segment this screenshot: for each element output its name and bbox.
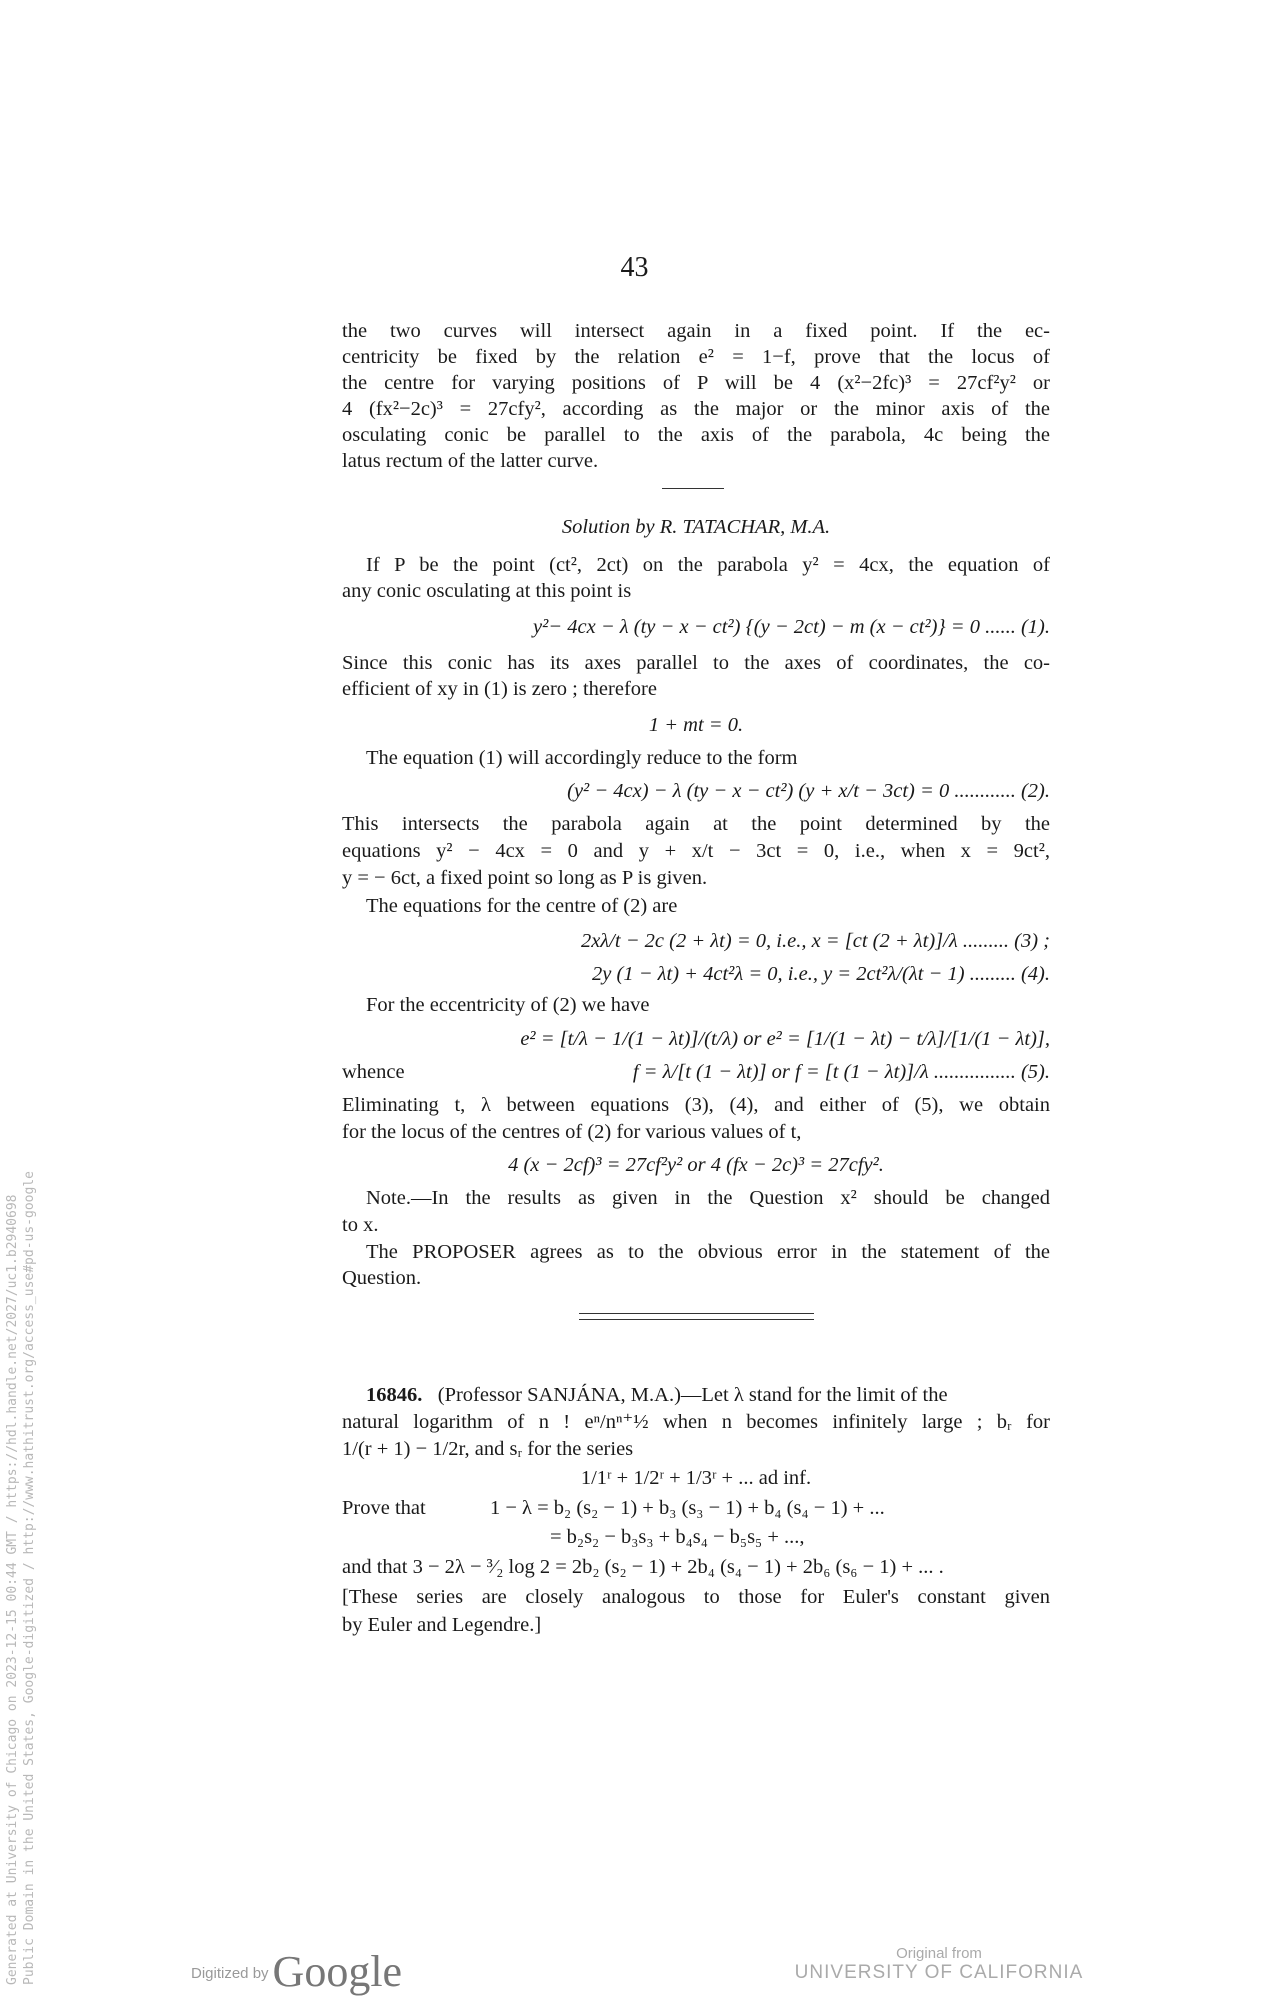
proposer-line: The PROPOSER agrees as to the obvious error in the statement of the xyxy=(366,1241,1050,1263)
double-rule-top xyxy=(579,1313,814,1314)
solution-line: for the locus of the centres of (2) for various values of t, xyxy=(342,1121,802,1143)
university-label: UNIVERSITY OF CALIFORNIA xyxy=(794,1962,1084,1983)
solution-line: equations y² − 4cx = 0 and y + x/t − 3ct = 0, i.e., when x = 9ct², xyxy=(342,840,1050,862)
question-equation-3: = b₂s₂ − b₃s₃ + b₄s₄ − b₅s₅ + ..., xyxy=(550,1526,805,1548)
question-text-line: latus rectum of the latter curve. xyxy=(342,450,599,472)
question-line: [These series are closely analogous to those for Euler's constant given xyxy=(342,1586,1050,1608)
solution-line: Eliminating t, λ between equations (3), (4), and either of (5), we obtain xyxy=(342,1094,1050,1116)
equation-2: (y² − 4cx) − λ (ty − x − ct²) (y + x/t − 3ct) = 0 ............ (2). xyxy=(567,780,1050,802)
equation-6: 4 (x − 2cf)³ = 27cf²y² or 4 (fx − 2c)³ = 27cfy². xyxy=(508,1154,884,1176)
question-text-line: the centre for varying positions of P will be 4 (x²−2fc)³ = 27cf²y² or xyxy=(342,372,1050,394)
digitized-by-google xyxy=(191,1946,402,1997)
note-line: Note.—In the results as given in the Question x² should be changed xyxy=(366,1187,1050,1209)
equation-mt: 1 + mt = 0. xyxy=(648,714,744,736)
equation-5b: f = λ/[t (1 − λt)] or f = [t (1 − λt)]/λ ................ (5). xyxy=(632,1061,1050,1083)
solution-line: The equations for the centre of (2) are xyxy=(366,895,678,917)
original-from-label: Original from xyxy=(896,1945,982,1962)
watermark-line: Generated at University of Chicago on 2023-12-15 00:44 GMT / https://hdl.handle.net/2027/uc1.b2940698 xyxy=(5,1194,20,1985)
hathitrust-watermark xyxy=(4,1171,38,1985)
question-text-line: 4 (fx²−2c)³ = 27cfy², according as the major or the minor axis of the xyxy=(342,398,1050,420)
original-from xyxy=(789,1945,1089,1984)
solution-line: The equation (1) will accordingly reduce to the form xyxy=(366,747,798,769)
question-text-line: osculating conic be parallel to the axis of the parabola, 4c being the xyxy=(342,424,1050,446)
note-line: to x. xyxy=(342,1214,379,1236)
google-logo: Google xyxy=(272,1947,403,1996)
equation-1: y²− 4cx − λ (ty − x − ct²) {(y − 2ct) − m (x − ct²)} = 0 ...... (1). xyxy=(533,616,1050,638)
question-line: natural logarithm of n ! eⁿ/nⁿ⁺½ when n becomes infinitely large ; bᵣ for xyxy=(342,1411,1050,1433)
question-equation-2: 1 − λ = b₂ (s₂ − 1) + b₃ (s₃ − 1) + b₄ (s₄ − 1) + ... xyxy=(490,1497,885,1519)
question-number: 16846. xyxy=(366,1384,423,1406)
equation-3: 2xλ/t − 2c (2 + λt) = 0, i.e., x = [ct (2 + λt)]/λ ......... (3) ; xyxy=(580,930,1050,952)
digitized-label: Digitized by xyxy=(191,1965,269,1982)
solution-line: y = − 6ct, a fixed point so long as P is given. xyxy=(342,867,708,889)
series-equation: 1/1ʳ + 1/2ʳ + 1/3ʳ + ... ad inf. xyxy=(580,1467,812,1489)
question-text-line: the two curves will intersect again in a fixed point. If the ec- xyxy=(342,320,1050,342)
question-equation-4: and that 3 − 2λ − ³⁄₂ log 2 = 2b₂ (s₂ − 1) + 2b₄ (s₄ − 1) + 2b₆ (s₆ − 1) + ... . xyxy=(342,1556,944,1578)
solution-line: efficient of xy in (1) is zero ; therefore xyxy=(342,678,657,700)
solution-line: If P be the point (ct², 2ct) on the parabola y² = 4cx, the equation of xyxy=(366,554,1050,576)
equation-5a: e² = [t/λ − 1/(1 − λt)]/(t/λ) or e² = [1/(1 − λt) − t/λ]/[1/(1 − λt)], xyxy=(520,1028,1050,1050)
solution-line: any conic osculating at this point is xyxy=(342,580,632,602)
solution-heading: Solution by R. TATACHAR, M.A. xyxy=(561,516,831,538)
proposer-line: Question. xyxy=(342,1267,422,1289)
solution-line: For the eccentricity of (2) we have xyxy=(366,994,650,1016)
question-line: 1/(r + 1) − 1/2r, and sᵣ for the series xyxy=(342,1438,634,1460)
prove-label: Prove that xyxy=(342,1497,426,1519)
equation-4: 2y (1 − λt) + 4ct²λ = 0, i.e., y = 2ct²λ/(λt − 1) ......... (4). xyxy=(592,963,1050,985)
question-text: (Professor SANJÁNA, M.A.)—Let λ stand for the limit of the xyxy=(437,1384,948,1406)
double-rule-bottom xyxy=(579,1319,814,1320)
watermark-line: Public Domain in the United States, Google-digitized / http://www.hathitrust.org/access_use#pd-us-google xyxy=(22,1171,37,1985)
solution-line: This intersects the parabola again at the point determined by the xyxy=(342,813,1050,835)
question-line: by Euler and Legendre.] xyxy=(342,1614,542,1636)
solution-line: Since this conic has its axes parallel to the axes of coordinates, the co- xyxy=(342,652,1050,674)
question-text-line: centricity be fixed by the relation e² = 1−f, prove that the locus of xyxy=(342,346,1050,368)
question-line xyxy=(342,1382,1050,1408)
whence-label: whence xyxy=(342,1061,405,1083)
divider xyxy=(662,488,724,489)
page-number: 43 xyxy=(620,252,649,283)
